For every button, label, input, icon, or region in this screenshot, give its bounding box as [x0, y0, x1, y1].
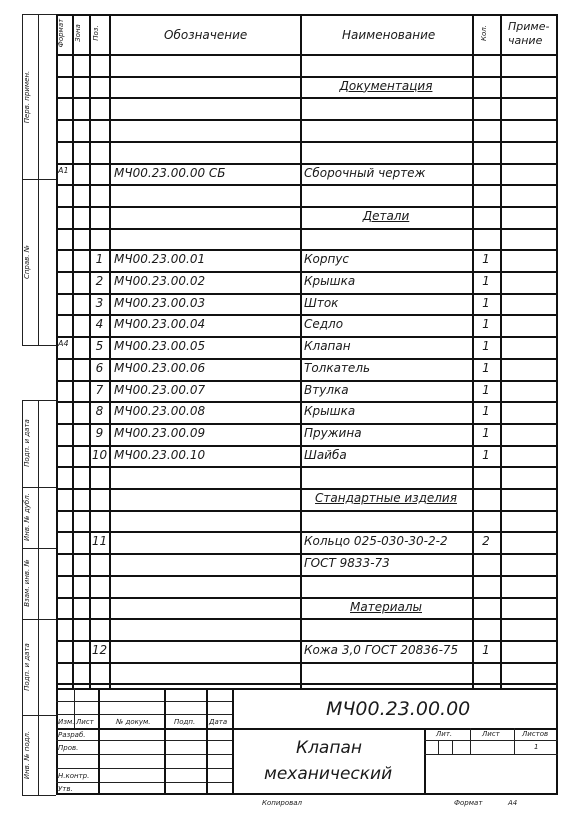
title-block-lit-cell-1	[438, 740, 439, 754]
tb-product-line-1: Клапан	[296, 738, 362, 758]
cell-quantity: 1	[482, 274, 490, 288]
cell-name: Крышка	[304, 274, 356, 288]
cell-designation: МЧ00.23.00.10	[114, 447, 206, 462]
cell-quantity: 1	[482, 295, 490, 310]
cell-section-title: Материалы	[350, 599, 422, 614]
cell-quantity: 1	[482, 642, 490, 657]
table-row	[0, 318, 576, 334]
table-row-line	[56, 618, 558, 620]
title-block-divider	[232, 688, 234, 795]
title-block-top	[56, 688, 558, 690]
section-header-row	[0, 492, 576, 508]
table-row-line	[56, 597, 558, 599]
cell-designation: МЧ00.23.00.06	[114, 360, 206, 375]
title-block-lit-col-1	[470, 728, 471, 754]
footer-format-label: Формат	[454, 799, 483, 807]
cell-name: Толкатель	[304, 360, 371, 375]
title-block-lit-bottom	[424, 754, 558, 755]
title-block-lit-col-2	[514, 728, 515, 754]
tb-label-sheets: Листов	[522, 730, 549, 738]
table-row	[0, 449, 576, 465]
cell-section-title: Детали	[362, 208, 410, 223]
table-row	[0, 557, 576, 573]
tb-label-n-kontr: Н.контр.	[58, 772, 90, 780]
table-row-line	[56, 249, 558, 251]
tb-label-razrab: Разраб.	[58, 731, 86, 739]
cell-position: 5	[95, 339, 104, 354]
cell-quantity: 1	[482, 339, 490, 354]
table-row-line	[56, 141, 558, 143]
table-row-line	[56, 206, 558, 208]
cell-name: Клапан	[304, 339, 351, 354]
table-row-line	[56, 640, 558, 642]
cell-designation: МЧ00.23.00.04	[114, 317, 206, 332]
tb-label-sheet: Лист	[482, 730, 500, 738]
title-block-mid	[232, 728, 558, 730]
table-row-line	[56, 163, 558, 165]
side-label-vzam-inv: Взам. инв. №	[23, 559, 31, 607]
cell-format: А1	[58, 165, 69, 175]
cell-designation: МЧ00.23.00.02	[114, 274, 206, 288]
header-pos: Поз.	[92, 25, 100, 41]
table-row	[0, 275, 576, 291]
cell-designation: МЧ00.23.00.03	[114, 295, 206, 310]
tb-label-prov: Пров.	[58, 744, 79, 752]
cell-name: Втулка	[304, 382, 349, 397]
table-row-line	[56, 76, 558, 78]
table-row-line	[56, 271, 558, 273]
tb-col-3	[164, 688, 166, 795]
cell-name: Шайба	[304, 447, 347, 462]
table-row-line	[56, 510, 558, 512]
table-row-line	[56, 488, 558, 490]
cell-position: 11	[91, 534, 108, 549]
section-header-row	[0, 80, 576, 96]
tb-sheets-value: 1	[534, 743, 539, 751]
cell-designation: МЧ00.23.00.08	[114, 404, 206, 419]
tb-label-izm: Изм.	[58, 718, 75, 726]
cell-position: 7	[95, 382, 104, 397]
footer-copied: Копировал	[262, 799, 302, 807]
cell-name: Шток	[304, 295, 339, 310]
cell-designation: МЧ00.23.00.05	[114, 339, 206, 354]
cell-section-title: Документация	[339, 78, 433, 93]
table-row	[0, 405, 576, 421]
table-row-line	[56, 336, 558, 338]
cell-name: Седло	[304, 317, 344, 332]
table-row-line	[56, 119, 558, 121]
table-row	[0, 340, 576, 356]
table-row-line	[56, 445, 558, 447]
cell-name: Корпус	[304, 252, 350, 267]
table-row	[0, 535, 576, 551]
side-label-podp-data-2: Подп. и дата	[23, 643, 31, 691]
table-row-line	[56, 228, 558, 230]
cell-position: 9	[95, 425, 104, 440]
cell-quantity: 1	[482, 317, 490, 332]
title-block-lit-cell-2	[452, 740, 453, 754]
cell-name: Пружина	[304, 425, 362, 440]
table-row	[0, 362, 576, 378]
table-row	[0, 297, 576, 313]
table-row	[0, 253, 576, 269]
table-row-line	[56, 531, 558, 533]
side-label-sprav: Справ. №	[23, 244, 31, 280]
cell-quantity: 1	[482, 252, 490, 267]
header-qty: Кол.	[480, 25, 488, 41]
footer-format-value: А4	[508, 799, 518, 807]
table-row-line	[56, 401, 558, 403]
table-row-line	[56, 358, 558, 360]
cell-name: Крышка	[304, 404, 356, 419]
side-label-perv-primen: Перв. примен.	[23, 70, 31, 124]
cell-quantity: 2	[482, 534, 490, 549]
cell-position: 12	[91, 642, 108, 657]
tb-label-list: Лист	[76, 718, 94, 726]
cell-quantity: 1	[482, 382, 490, 397]
tb-label-podp: Подп.	[174, 718, 196, 726]
section-header-row	[0, 601, 576, 617]
table-row	[0, 427, 576, 443]
cell-designation: МЧ00.23.00.00 СБ	[114, 165, 226, 180]
tb-label-data: Дата	[209, 718, 228, 726]
cell-quantity: 1	[482, 404, 490, 419]
cell-position: 10	[91, 447, 108, 462]
cell-position: 2	[95, 274, 104, 288]
tb-col-4	[206, 688, 208, 795]
side-label-inv-podl: Инв. № подл.	[23, 730, 31, 780]
table-row-line	[56, 380, 558, 382]
cell-designation: МЧ00.23.00.01	[114, 252, 206, 267]
header-zone: Зона	[74, 24, 82, 42]
table-row-line	[56, 575, 558, 577]
cell-quantity: 1	[482, 425, 490, 440]
header-name: Наименование	[342, 28, 436, 42]
table-row	[0, 384, 576, 400]
tb-col-2	[98, 688, 100, 795]
cell-position: 3	[95, 295, 104, 310]
table-row-line	[56, 184, 558, 186]
table-row-line	[56, 293, 558, 295]
table-row-line	[56, 423, 558, 425]
cell-position: 1	[95, 252, 104, 267]
cell-name: ГОСТ 9833-73	[304, 556, 390, 571]
tb-product-line-2: механический	[264, 764, 393, 784]
title-block	[56, 688, 558, 795]
table-row-line	[56, 466, 558, 468]
cell-position: 4	[95, 317, 104, 332]
tb-label-lit: Лит.	[436, 730, 453, 738]
cell-name: Кожа 3,0 ГОСТ 20836-75	[304, 642, 459, 657]
cell-format: А4	[58, 339, 69, 349]
side-label-podp-data-1: Подп. и дата	[23, 419, 31, 467]
cell-name: Кольцо 025-030-30-2-2	[304, 534, 448, 549]
table-row-line	[56, 662, 558, 664]
cell-quantity: 1	[482, 360, 490, 375]
cell-quantity: 1	[482, 447, 490, 462]
cell-name: Сборочный чертеж	[304, 165, 426, 180]
cell-section-title: Стандартные изделия	[315, 491, 457, 505]
header-designation: Обозначение	[164, 28, 248, 42]
table-row	[0, 167, 576, 183]
cell-designation: МЧ00.23.00.09	[114, 425, 206, 440]
side-label-inv-dubl: Инв. № дубл.	[23, 493, 31, 541]
title-block-lit-line	[424, 740, 558, 741]
table-row-line	[56, 553, 558, 555]
table-row-line	[56, 314, 558, 316]
table-row-line	[56, 97, 558, 99]
header-format: Формат	[57, 18, 65, 48]
tb-label-doc: № докум.	[116, 718, 151, 726]
cell-position: 6	[95, 360, 104, 375]
header-note: Приме- чание	[508, 20, 550, 48]
title-block-lit-divider	[424, 728, 426, 795]
table-row	[0, 644, 576, 660]
tb-document-code: МЧ00.23.00.00	[326, 698, 471, 720]
cell-designation: МЧ00.23.00.07	[114, 382, 206, 397]
section-header-row	[0, 210, 576, 226]
table-row-line	[56, 683, 558, 685]
cell-position: 8	[95, 404, 104, 419]
tb-label-utv: Утв.	[58, 785, 73, 793]
